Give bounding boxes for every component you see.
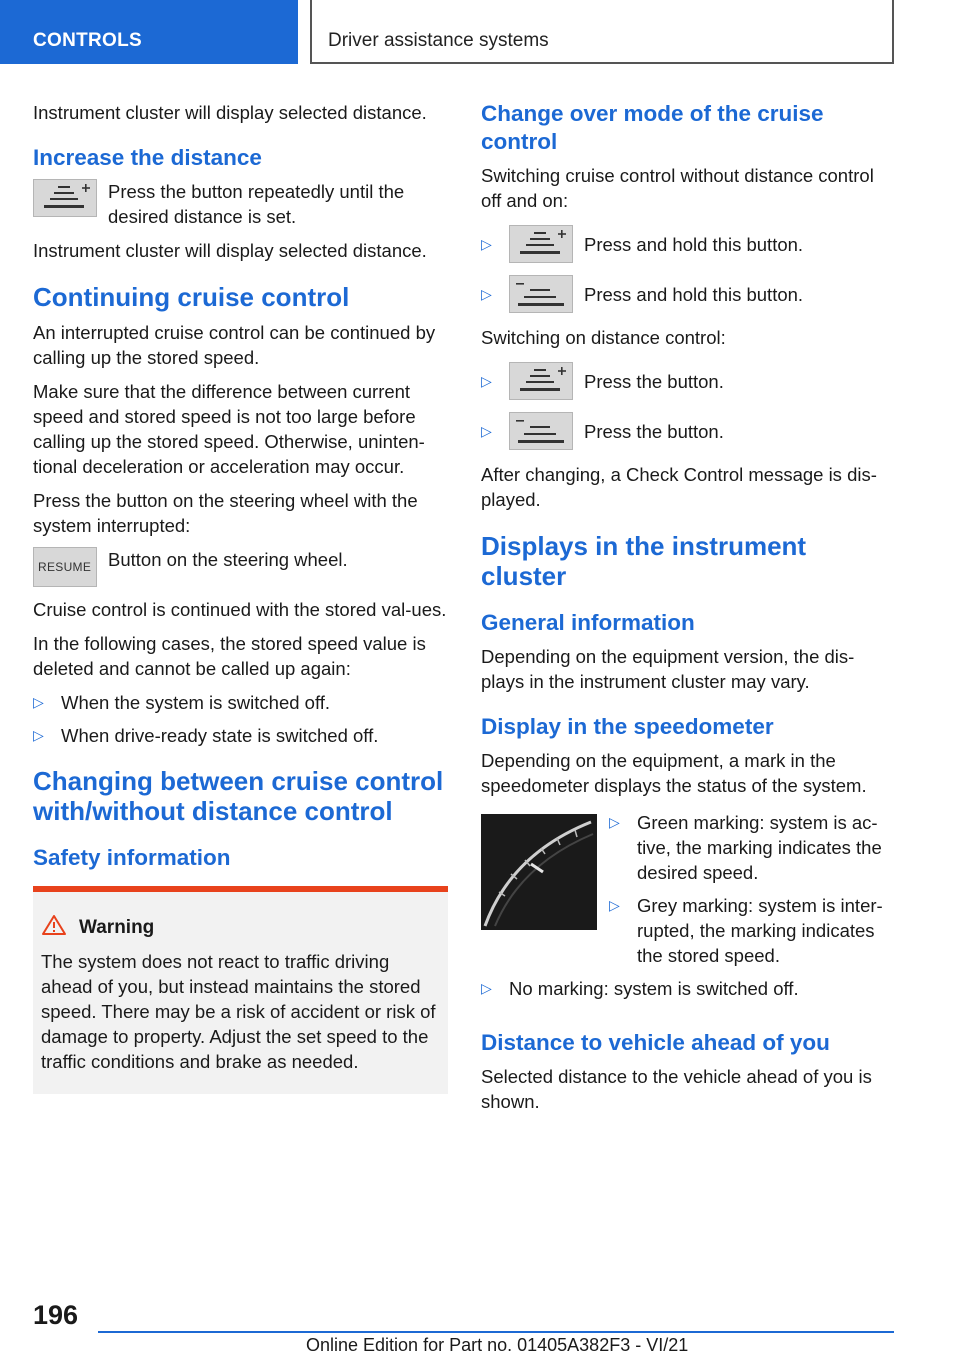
footer-edition: Online Edition for Part no. 01405A382F3 - VI/21 xyxy=(306,1335,689,1355)
distance-increase-button-icon xyxy=(509,225,573,263)
list-item xyxy=(481,412,894,450)
heading-increase-distance: Increase the distance xyxy=(33,145,262,170)
triangle-right-icon: ▷ xyxy=(609,814,620,830)
paragraph: Press the button on the steering wheel with the system interrupted: xyxy=(33,490,418,536)
paragraph: Depending on the equipment version, the dis-plays in the instrument cluster may vary. xyxy=(481,646,855,692)
heading-distance-vehicle-ahead: Distance to vehicle ahead of you xyxy=(481,1030,830,1055)
list-item-text: Press and hold this button. xyxy=(584,283,804,305)
warning-box xyxy=(33,886,448,1094)
speedometer-list xyxy=(609,810,894,976)
paragraph: Instrument cluster will display selected distance. xyxy=(33,240,427,261)
list-item xyxy=(481,362,894,400)
list-item xyxy=(33,690,448,715)
list-item-text: No marking: system is switched off. xyxy=(509,978,799,999)
header-section-tab xyxy=(0,0,298,64)
list-item xyxy=(481,225,894,263)
paragraph: Make sure that the difference between current speed and stored speed is not too large before calling up the stored speed. Otherwise, uninten-tional deceleration or acceleration may occur. xyxy=(33,381,425,477)
heading-display-speedometer: Display in the speedometer xyxy=(481,714,774,739)
paragraph: An interrupted cruise control can be continued by calling up the stored speed. xyxy=(33,322,436,368)
triangle-right-icon: ▷ xyxy=(481,235,492,252)
resume-button-label: RESUME xyxy=(38,560,92,574)
paragraph: Switching cruise control without distance control off and on: xyxy=(481,165,874,211)
paragraph: Switching on distance control: xyxy=(481,327,726,348)
page-number: 196 xyxy=(33,1300,79,1330)
list-item-text: When drive-ready state is switched off. xyxy=(61,725,379,746)
footer-divider xyxy=(98,1331,894,1333)
warning-text: The system does not react to traffic driving ahead of you, but instead maintains the stored speed. There may be a risk of accident or risk of damage to property. Adjust the set speed to the traffic conditions and brake as needed. xyxy=(41,951,436,1072)
speedometer-image xyxy=(481,814,597,930)
list-item xyxy=(609,810,894,885)
distance-decrease-button-icon xyxy=(509,275,573,313)
header-chapter-label: Driver assistance systems xyxy=(328,30,549,51)
warning-title: Warning xyxy=(79,916,155,938)
paragraph: Instrument cluster will display selected distance. xyxy=(33,102,427,123)
triangle-right-icon: ▷ xyxy=(481,372,492,389)
triangle-right-icon: ▷ xyxy=(481,980,492,996)
distance-decrease-button-icon xyxy=(509,412,573,450)
distance-increase-button-icon xyxy=(509,362,573,400)
triangle-right-icon: ▷ xyxy=(33,727,44,743)
list-item-text: Press and hold this button. xyxy=(584,233,804,255)
increase-distance-text: Press the button repeatedly until the desired distance is set. xyxy=(108,181,405,227)
left-column xyxy=(33,100,448,1094)
paragraph: Cruise control is continued with the stored val-ues. xyxy=(33,599,447,620)
list-item-text: When the system is switched off. xyxy=(61,692,331,713)
heading-changing-between-modes: Changing between cruise control with/without distance control xyxy=(33,766,444,826)
heading-continuing-cruise-control: Continuing cruise control xyxy=(33,282,350,312)
heading-safety-information: Safety information xyxy=(33,845,231,870)
list-item-text: Grey marking: system is inter-rupted, the marking indicates the stored speed. xyxy=(637,895,883,966)
list-item xyxy=(481,976,894,1001)
triangle-right-icon: ▷ xyxy=(481,285,492,302)
triangle-right-icon: ▷ xyxy=(609,897,620,913)
heading-displays-instrument-cluster: Displays in the instrument cluster xyxy=(481,531,807,591)
increase-distance-row xyxy=(33,179,448,229)
heading-change-over-mode: Change over mode of the cruise control xyxy=(481,101,824,154)
list-item-text: Press the button. xyxy=(584,370,724,392)
paragraph: Selected distance to the vehicle ahead of you is shown. xyxy=(481,1066,872,1112)
paragraph: In the following cases, the stored speed value is deleted and cannot be called up again: xyxy=(33,633,426,679)
paragraph: After changing, a Check Control message is dis-played. xyxy=(481,464,877,510)
resume-button-icon xyxy=(33,547,97,587)
list-item xyxy=(481,275,894,313)
resume-text: Button on the steering wheel. xyxy=(108,549,348,570)
distance-increase-button-icon xyxy=(33,179,97,217)
header-section-label: CONTROLS xyxy=(33,30,143,51)
right-column xyxy=(481,100,894,1123)
header-chapter-box xyxy=(310,0,894,64)
resume-row xyxy=(33,547,448,587)
list-item-text: Press the button. xyxy=(584,420,724,442)
list-item-text: Green marking: system is ac-tive, the marking indicates the desired speed. xyxy=(637,812,882,883)
list-item xyxy=(609,893,894,968)
warning-triangle-icon xyxy=(41,914,67,941)
triangle-right-icon: ▷ xyxy=(481,422,492,439)
paragraph: Depending on the equipment, a mark in the speedometer displays the status of the system. xyxy=(481,750,867,796)
speedometer-block xyxy=(481,810,894,976)
warning-header xyxy=(41,914,440,941)
list-item xyxy=(33,723,448,748)
heading-general-information: General information xyxy=(481,610,695,635)
triangle-right-icon: ▷ xyxy=(33,694,44,710)
